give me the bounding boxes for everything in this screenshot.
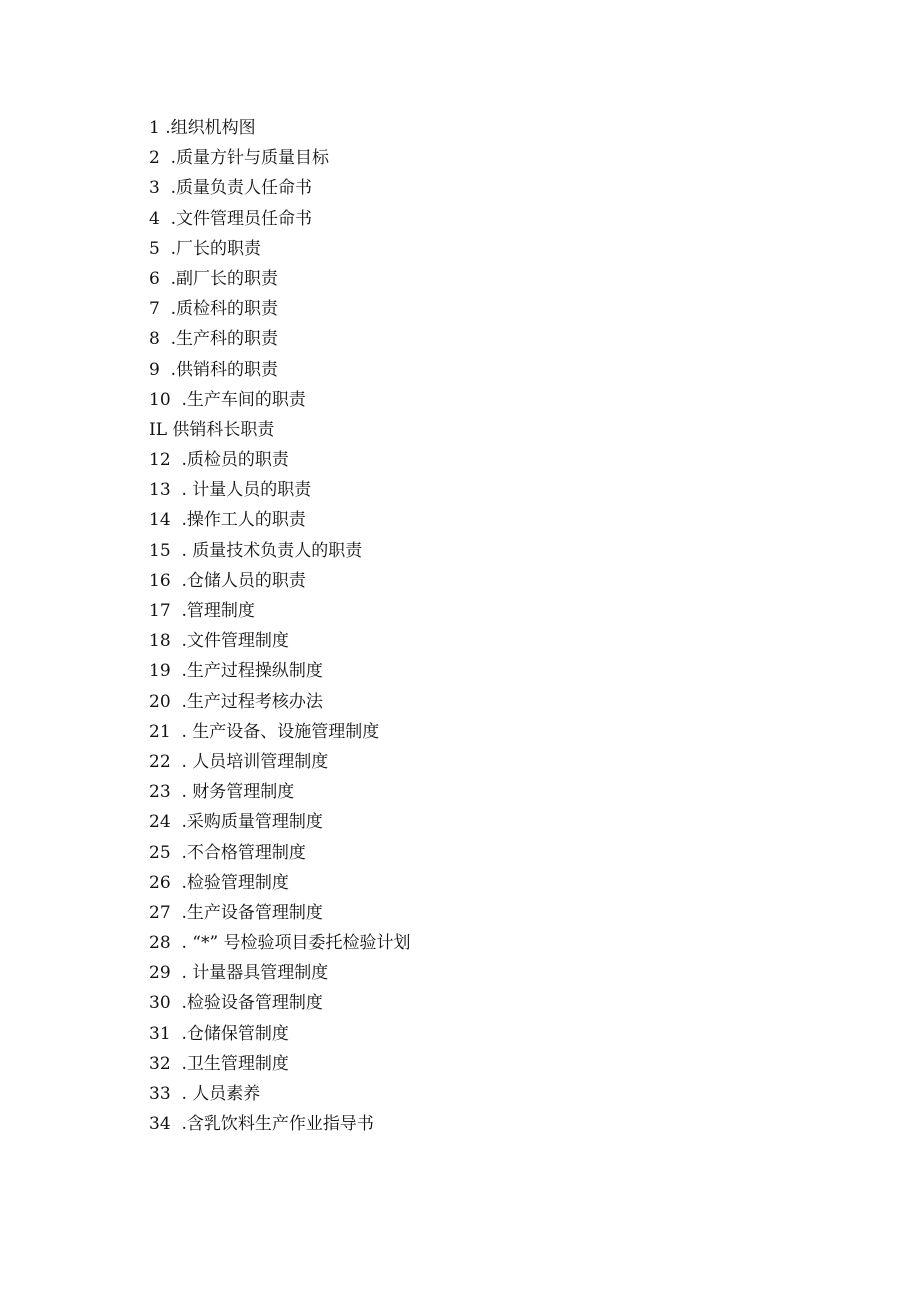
toc-item-34: 34 .含乳饮料生产作业指导书 (149, 1114, 374, 1135)
toc-item-6: 6 .副厂长的职责 (149, 268, 279, 289)
toc-item-9: 9 .供销科的职责 (149, 359, 279, 380)
toc-item-20: 20 .生产过程考核办法 (149, 691, 323, 712)
toc-item-11: IL 供销科长职责 (149, 419, 275, 440)
toc-item-19: 19 .生产过程操纵制度 (149, 661, 323, 682)
toc-item-16: 16 .仓储人员的职责 (149, 570, 306, 591)
toc-item-5: 5 .厂长的职责 (149, 238, 262, 259)
toc-item-3: 3 .质量负责人任命书 (149, 178, 313, 199)
toc-item-15: 15 . 质量技术负责人的职责 (149, 540, 363, 561)
toc-item-32: 32 .卫生管理制度 (149, 1053, 289, 1074)
toc-item-26: 26 .检验管理制度 (149, 872, 289, 893)
toc-item-17: 17 .管理制度 (149, 601, 255, 621)
toc-item-8: 8 .生产科的职责 (149, 329, 279, 350)
toc-item-4: 4 .文件管理员任命书 (149, 208, 313, 229)
toc-item-21: 21 . 生产设备、设施管理制度 (149, 721, 380, 742)
toc-item-33: 33 . 人员素养 (149, 1084, 261, 1104)
toc-item-10: 10 .生产车间的职责 (149, 389, 306, 410)
toc-item-12: 12 .质检员的职责 (149, 450, 289, 471)
toc-item-22: 22 . 人员培训管理制度 (149, 751, 329, 772)
toc-item-27: 27 .生产设备管理制度 (149, 902, 323, 923)
toc-item-13: 13 . 计量人员的职责 (149, 480, 312, 501)
toc-item-28: 28 . “*” 号检验项目委托检验计划 (149, 933, 411, 954)
toc-item-30: 30 .检验设备管理制度 (149, 993, 323, 1014)
toc-item-31: 31 .仓储保管制度 (149, 1023, 289, 1044)
toc-item-24: 24 .采购质量管理制度 (149, 812, 323, 833)
toc-item-25: 25 .不合格管理制度 (149, 842, 306, 863)
toc-item-1: 1 .组织机构图 (149, 118, 256, 138)
toc-item-7: 7 .质检科的职责 (149, 299, 279, 320)
toc-item-2: 2 .质量方针与质量目标 (149, 148, 330, 169)
toc-item-18: 18 .文件管理制度 (149, 631, 289, 652)
toc-item-29: 29 . 计量器具管理制度 (149, 963, 329, 984)
toc-item-14: 14 .操作工人的职责 (149, 510, 306, 531)
toc-item-23: 23 . 财务管理制度 (149, 782, 295, 803)
table-of-contents (149, 116, 411, 1142)
